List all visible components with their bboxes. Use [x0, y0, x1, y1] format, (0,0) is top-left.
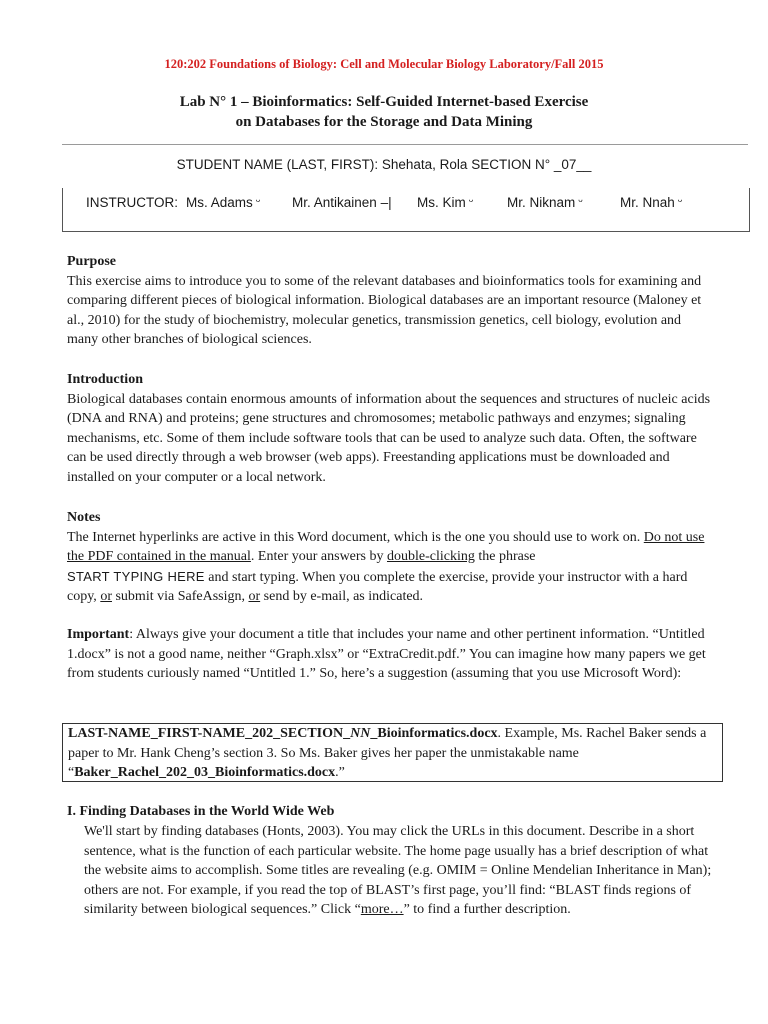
filename-example: Baker_Rachel_202_03_Bioinformatics.docx: [74, 765, 336, 781]
lab-title-line1: Lab N° 1 – Bioinformatics: Self-Guided Internet-based Exercise: [179, 94, 589, 110]
instructor-option-adams[interactable]: Ms. Adams $^ᴗ$: [186, 195, 261, 210]
notes-section: [67, 508, 715, 607]
more-link[interactable]: more…: [360, 902, 404, 918]
start-typing-field[interactable]: START TYPING HERE: [67, 568, 205, 584]
important-label: Important: [67, 627, 130, 642]
introduction-heading: Introduction: [67, 372, 143, 387]
notes-underline-pdf: Do not use the PDF contained in the manual: [67, 529, 705, 565]
course-title: 120:202 Foundations of Biology: Cell and Molecular Biology Laboratory/Fall 2015: [164, 57, 604, 71]
important-section: [67, 625, 715, 684]
purpose-section: [67, 252, 715, 350]
instructor-option-niknam[interactable]: Mr. Niknam $^ᴗ$: [507, 195, 583, 210]
header-rule: [62, 144, 748, 145]
instructor-label: INSTRUCTOR:: [86, 195, 179, 210]
purpose-text: This exercise aims to introduce you to some of the relevant databases and bioinformatics tools for examining and comparing different pieces of biological information. Biological databases are an important resource (Maloney et al., 2010) for the study of biochemistry, molecular genetics, transmission genetics, cell biology, evolution and many other branches of biological sciences.: [67, 273, 702, 348]
section1-text: We'll start by finding databases (Honts, 2003). You may click the URLs in this document. Describe in a short sentence, what is the function of each particular website. The home page usually has a brief description of what the website aims to accomplish. Some titles are revealing (e.g. OMIM = Online Mendelian Inheritance in Man); others are not. For example, if you read the top of BLAST’s first page, you’ll find: “BLAST finds regions of similarity between biological sequences.” Click “more…” to find a further description.: [84, 824, 712, 918]
checkbox-icon[interactable]: ᴗ: [677, 195, 683, 204]
notes-underline-double-click: double-clicking: [387, 549, 475, 565]
lab-title-line2: on Databases for the Storage and Data Mining: [235, 114, 533, 130]
notes-text: The Internet hyperlinks are active in this Word document, which is the one you should use to work on. Do not use the PDF contained in the manual. Enter your answers by double-clicking the phrase START TYPING HERE and start typing. When you complete the exercise, provide your instructor with a hard copy, or submit via SafeAssign, or send by e-mail, as indicated.: [67, 529, 705, 605]
purpose-heading: Purpose: [67, 254, 116, 269]
important-text: Important: Always give your document a title that includes your name and other pertinent information. “Untitled 1.docx” is not a good name, neither “Graph.xlsx” or “ExtraCredit.pdf.” You can imagine how many papers we get from students curiously named “Untitled 1.” So, here’s a suggestion (assuming that you use Microsoft Word):: [67, 627, 706, 682]
lab-title: [0, 92, 768, 132]
introduction-section: [67, 370, 715, 488]
instructor-option-nnah[interactable]: Mr. Nnah $^ᴗ$: [620, 195, 683, 210]
filename-suggestion-box: LAST-NAME_FIRST-NAME_202_SECTION_NN_Bioinformatics.docx. Example, Ms. Rachel Baker sends a paper to Mr. Hank Cheng’s section 3. So Ms. Baker gives her paper the unmistakable name “Baker_Rachel_202_03_Bioinformatics.docx.”: [62, 723, 723, 782]
checkbox-icon[interactable]: ᴗ: [578, 195, 583, 204]
notes-heading: Notes: [67, 510, 101, 525]
section1-heading: I. Finding Databases in the World Wide Web: [67, 804, 335, 819]
checkbox-icon[interactable]: –|: [380, 195, 392, 210]
instructor-option-antikainen[interactable]: Mr. Antikainen –|: [292, 195, 392, 210]
introduction-text: Biological databases contain enormous amounts of information about the sequences and structures of nucleic acids (DNA and RNA) and proteins; gene structures and chromosomes; metabolic pathways and enzymes; signaling mechanisms, etc. Some of them include software tools that can be used to analyze such data. Often, the software can be used directly through a web browser (web apps). Freestanding applications must be downloaded and installed on your computer or a local network.: [67, 391, 711, 485]
checkbox-icon[interactable]: ᴗ: [468, 195, 474, 204]
student-info-line[interactable]: STUDENT NAME (LAST, FIRST): Shehata, Rola SECTION N° _07__: [176, 157, 592, 172]
instructor-option-kim[interactable]: Ms. Kim $^ᴗ$: [417, 195, 474, 210]
checkbox-icon[interactable]: ᴗ: [255, 195, 261, 204]
